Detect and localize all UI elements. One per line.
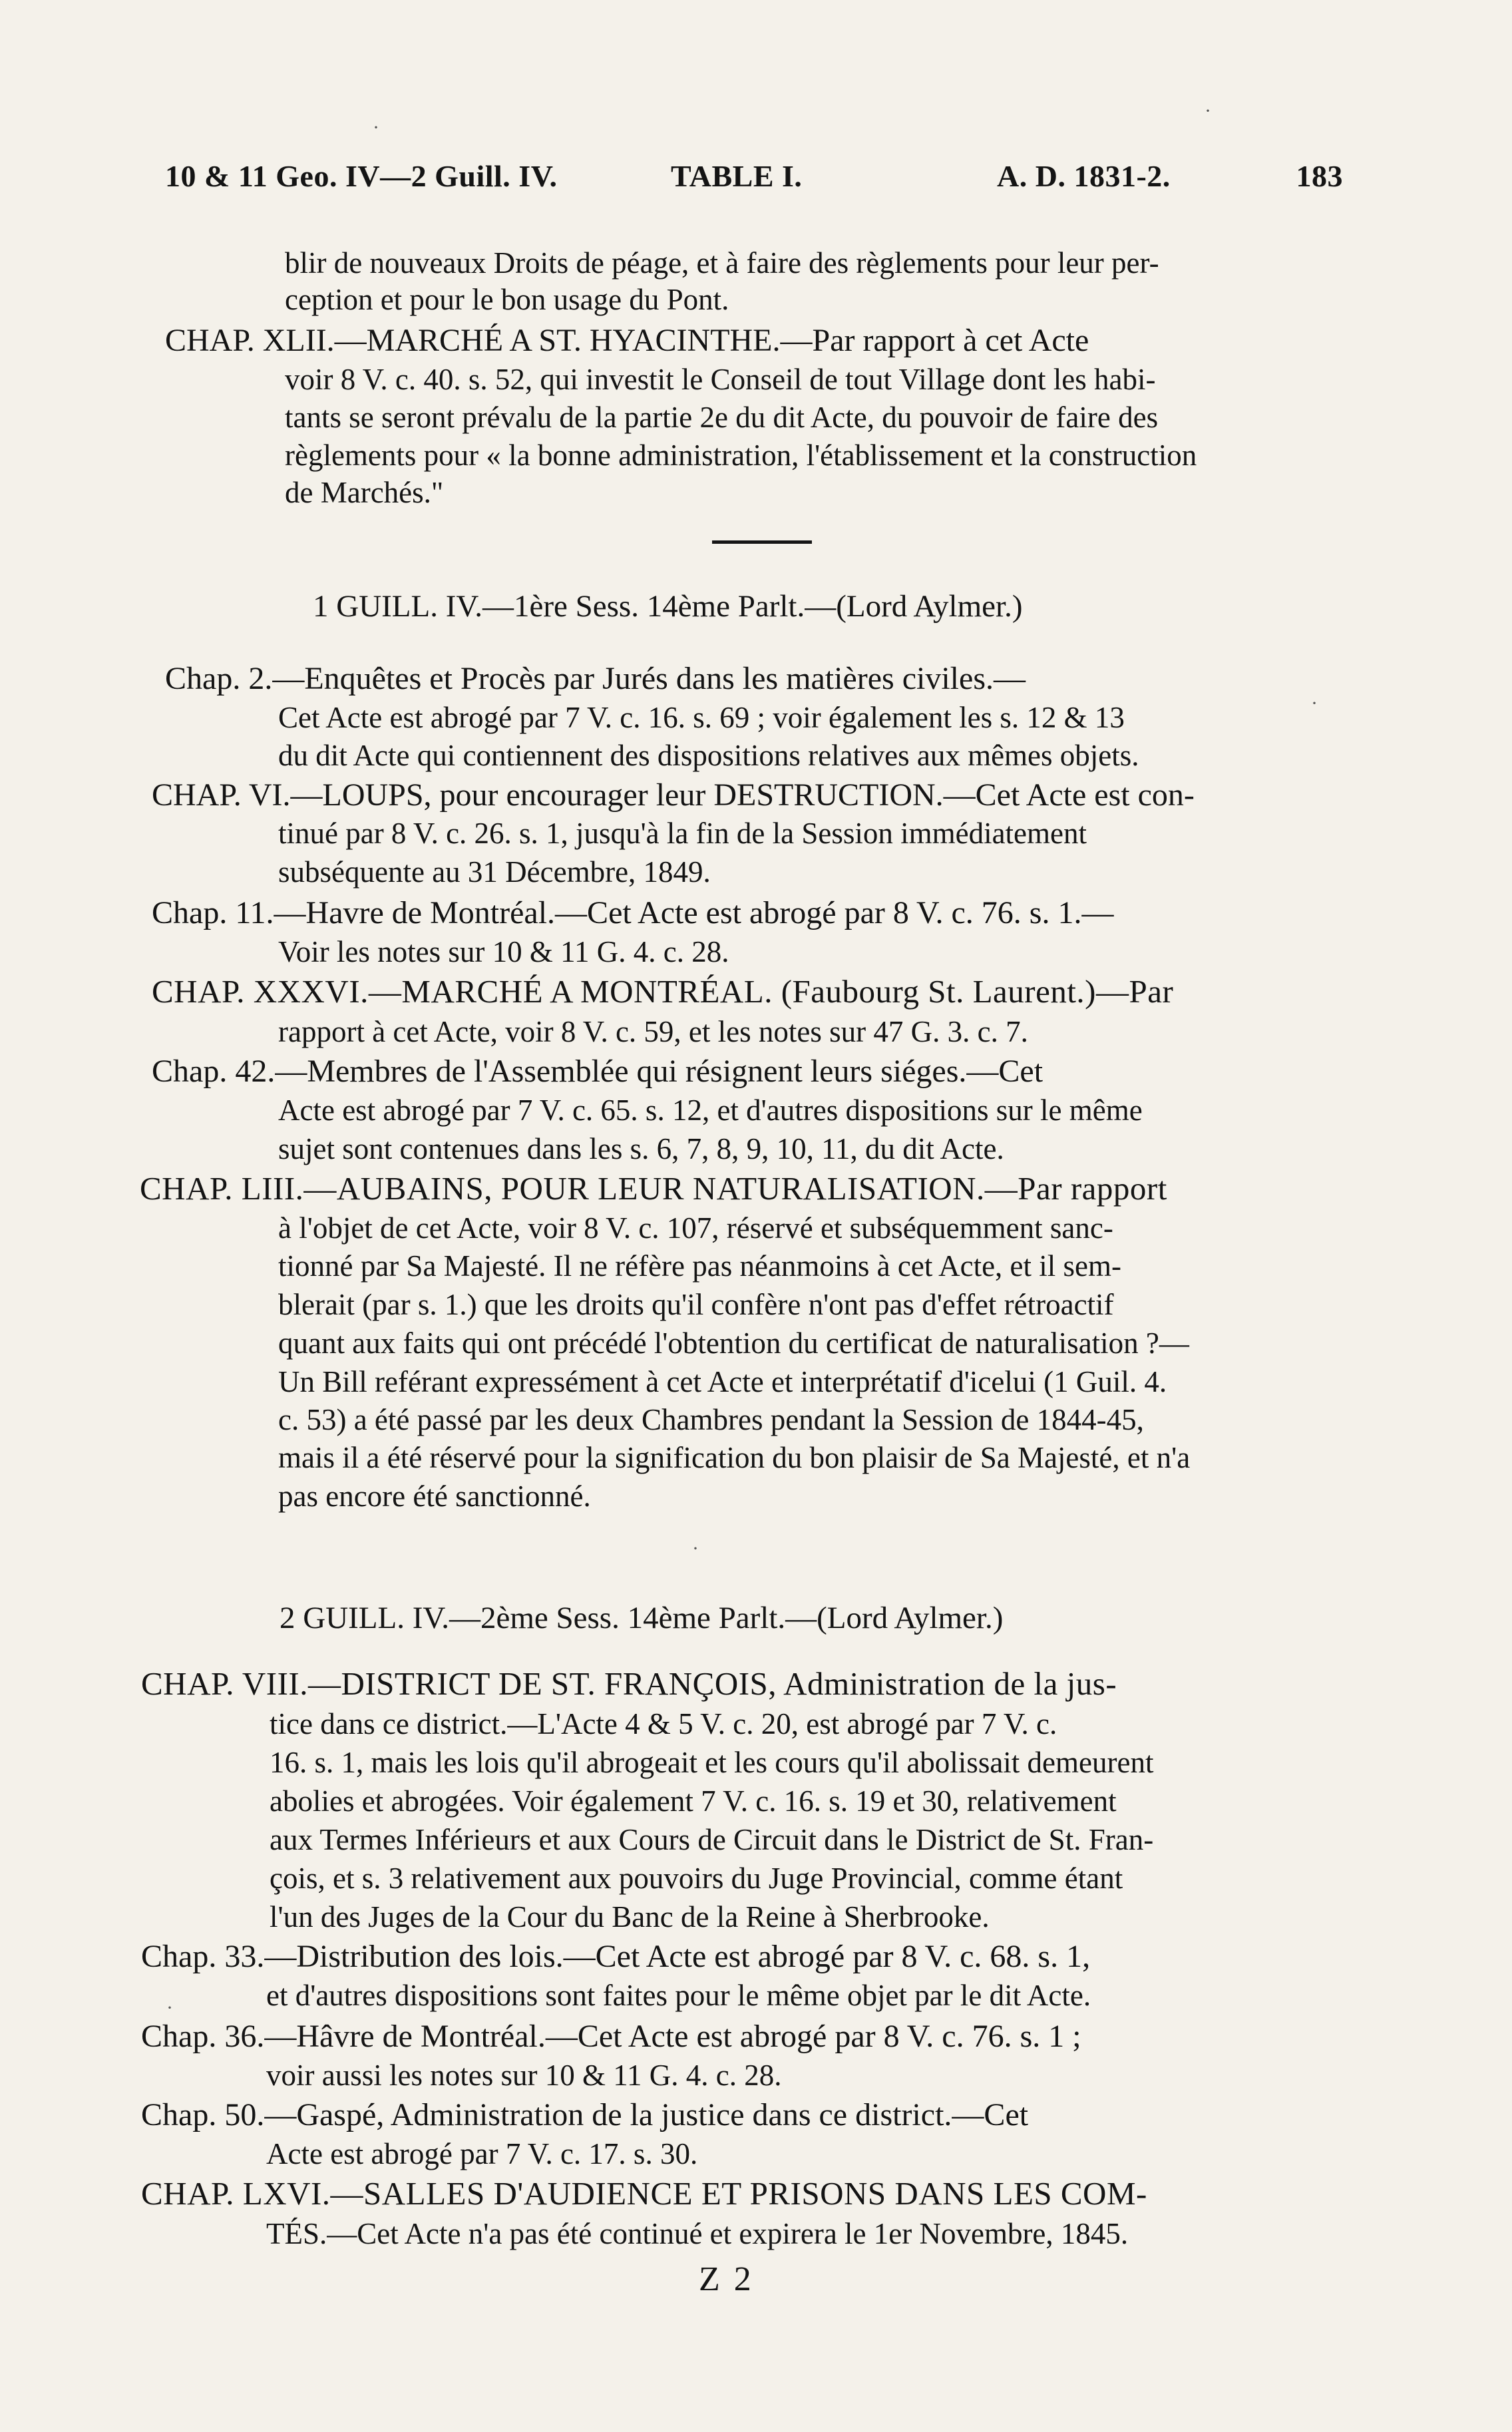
text-line: aux Termes Inférieurs et aux Cours de Circuit dans le District de St. Fran-: [270, 1823, 1154, 1856]
text-line: tants se seront prévalu de la partie 2e du dit Acte, du pouvoir de faire des: [285, 401, 1159, 434]
chapter-entry-33: Chap. 33.—Distribution des lois.—Cet Acte est abrogé par 8 V. c. 68. s. 1,: [141, 1939, 1091, 1974]
text-line: Un Bill reférant expressément à cet Acte et interprétatif d'icelui (1 Guil. 4.: [278, 1365, 1167, 1398]
chapter-entry-11: Chap. 11.—Havre de Montréal.—Cet Acte est abrogé par 8 V. c. 76. s. 1.—: [152, 895, 1114, 930]
text-line: blerait (par s. 1.) que les droits qu'il confère n'ont pas d'effet rétroactif: [278, 1288, 1114, 1321]
text-line: Acte est abrogé par 7 V. c. 65. s. 12, et d'autres dispositions sur le même: [278, 1094, 1143, 1127]
running-head-regnal-years: 10 & 11 Geo. IV—2 Guill. IV.: [165, 159, 558, 193]
text-line: subséquente au 31 Décembre, 1849.: [278, 855, 711, 889]
text-line: quant aux faits qui ont précédé l'obtention du certificat de naturalisation ?—: [278, 1326, 1189, 1360]
scan-speck: ·: [692, 1537, 699, 1559]
text-line: voir 8 V. c. 40. s. 52, qui investit le Conseil de tout Village dont les habi-: [285, 363, 1156, 396]
scan-speck: ·: [1205, 100, 1211, 122]
chapter-entry-vi: CHAP. VI.—LOUPS, pour encourager leur DESTRUCTION.—Cet Acte est con-: [152, 777, 1195, 813]
text-line: tinué par 8 V. c. 26. s. 1, jusqu'à la fin de la Session immédiatement: [278, 817, 1087, 850]
chapter-entry-2: Chap. 2.—Enquêtes et Procès par Jurés dans les matières civiles.—: [165, 661, 1026, 696]
chapter-entry-xlii: CHAP. XLII.—MARCHÉ A ST. HYACINTHE.—Par rapport à cet Acte: [165, 323, 1089, 358]
text-line: c. 53) a été passé par les deux Chambres pendant la Session de 1844-45,: [278, 1403, 1144, 1436]
text-line: blir de nouveaux Droits de péage, et à faire des règlements pour leur per-: [285, 246, 1159, 280]
scan-speck: ·: [1311, 692, 1318, 714]
text-line: à l'objet de cet Acte, voir 8 V. c. 107, réservé et subséquemment sanc-: [278, 1211, 1113, 1245]
page-number: 183: [1296, 159, 1343, 193]
session-heading-2-guill-iv: 2 GUILL. IV.—2ème Sess. 14ème Parlt.—(Lord Aylmer.): [280, 1601, 1004, 1635]
text-line: ception et pour le bon usage du Pont.: [285, 283, 729, 316]
text-line: 16. s. 1, mais les lois qu'il abrogeait et les cours qu'il abolissait demeurent: [270, 1746, 1154, 1779]
running-head-year: A. D. 1831-2.: [997, 159, 1171, 193]
text-line: l'un des Juges de la Cour du Banc de la Reine à Sherbrooke.: [270, 1900, 990, 1933]
text-line: Acte est abrogé par 7 V. c. 17. s. 30.: [266, 2137, 698, 2170]
text-line: et d'autres dispositions sont faites pour le même objet par le dit Acte.: [266, 1979, 1091, 2012]
text-line: voir aussi les notes sur 10 & 11 G. 4. c. 28.: [266, 2059, 782, 2092]
text-line: règlements pour « la bonne administration, l'établissement et la construction: [285, 439, 1197, 472]
text-line: pas encore été sanctionné.: [278, 1480, 591, 1513]
text-line: abolies et abrogées. Voir également 7 V. c. 16. s. 19 et 30, relativement: [270, 1784, 1117, 1818]
chapter-entry-42: Chap. 42.—Membres de l'Assemblée qui résignent leurs siéges.—Cet: [152, 1054, 1043, 1089]
text-line: du dit Acte qui contiennent des dispositions relatives aux mêmes objets.: [278, 739, 1139, 772]
signature-mark: Z 2: [699, 2260, 754, 2298]
text-line: mais il a été réservé pour la signification du bon plaisir de Sa Majesté, et n'a: [278, 1441, 1191, 1474]
text-line: sujet sont contenues dans les s. 6, 7, 8, 9, 10, 11, du dit Acte.: [278, 1132, 1004, 1165]
text-line: rapport à cet Acte, voir 8 V. c. 59, et les notes sur 47 G. 3. c. 7.: [278, 1015, 1028, 1048]
scan-speck: ·: [373, 116, 379, 138]
chapter-entry-36: Chap. 36.—Hâvre de Montréal.—Cet Acte est abrogé par 8 V. c. 76. s. 1 ;: [141, 2019, 1081, 2054]
text-line: Voir les notes sur 10 & 11 G. 4. c. 28.: [278, 935, 729, 968]
text-line: tionné par Sa Majesté. Il ne réfère pas néanmoins à cet Acte, et il sem-: [278, 1249, 1122, 1283]
section-divider: [712, 540, 812, 544]
text-line: TÉS.—Cet Acte n'a pas été continué et expirera le 1er Novembre, 1845.: [266, 2217, 1129, 2250]
running-head: [165, 158, 1343, 198]
chapter-entry-xxxvi: CHAP. XXXVI.—MARCHÉ A MONTRÉAL. (Faubourg St. Laurent.)—Par: [152, 973, 1174, 1010]
chapter-entry-50: Chap. 50.—Gaspé, Administration de la justice dans ce district.—Cet: [141, 2097, 1029, 2132]
text-line: de Marchés.": [285, 476, 444, 509]
running-head-table-title: TABLE I.: [671, 159, 803, 193]
text-line: Cet Acte est abrogé par 7 V. c. 16. s. 69 ; voir également les s. 12 & 13: [278, 701, 1125, 734]
chapter-entry-liii: CHAP. LIII.—AUBAINS, POUR LEUR NATURALISATION.—Par rapport: [140, 1170, 1167, 1207]
chapter-entry-lxvi: CHAP. LXVI.—SALLES D'AUDIENCE ET PRISONS DANS LES COM-: [141, 2175, 1147, 2212]
scan-speck: ·: [166, 1997, 173, 2019]
session-heading-1-guill-iv: 1 GUILL. IV.—1ère Sess. 14ème Parlt.—(Lord Aylmer.): [313, 589, 1023, 624]
text-line: çois, et s. 3 relativement aux pouvoirs du Juge Provincial, comme étant: [270, 1862, 1123, 1895]
chapter-entry-viii: CHAP. VIII.—DISTRICT DE ST. FRANÇOIS, Administration de la jus-: [141, 1665, 1117, 1702]
text-line: tice dans ce district.—L'Acte 4 & 5 V. c. 20, est abrogé par 7 V. c.: [270, 1707, 1057, 1740]
